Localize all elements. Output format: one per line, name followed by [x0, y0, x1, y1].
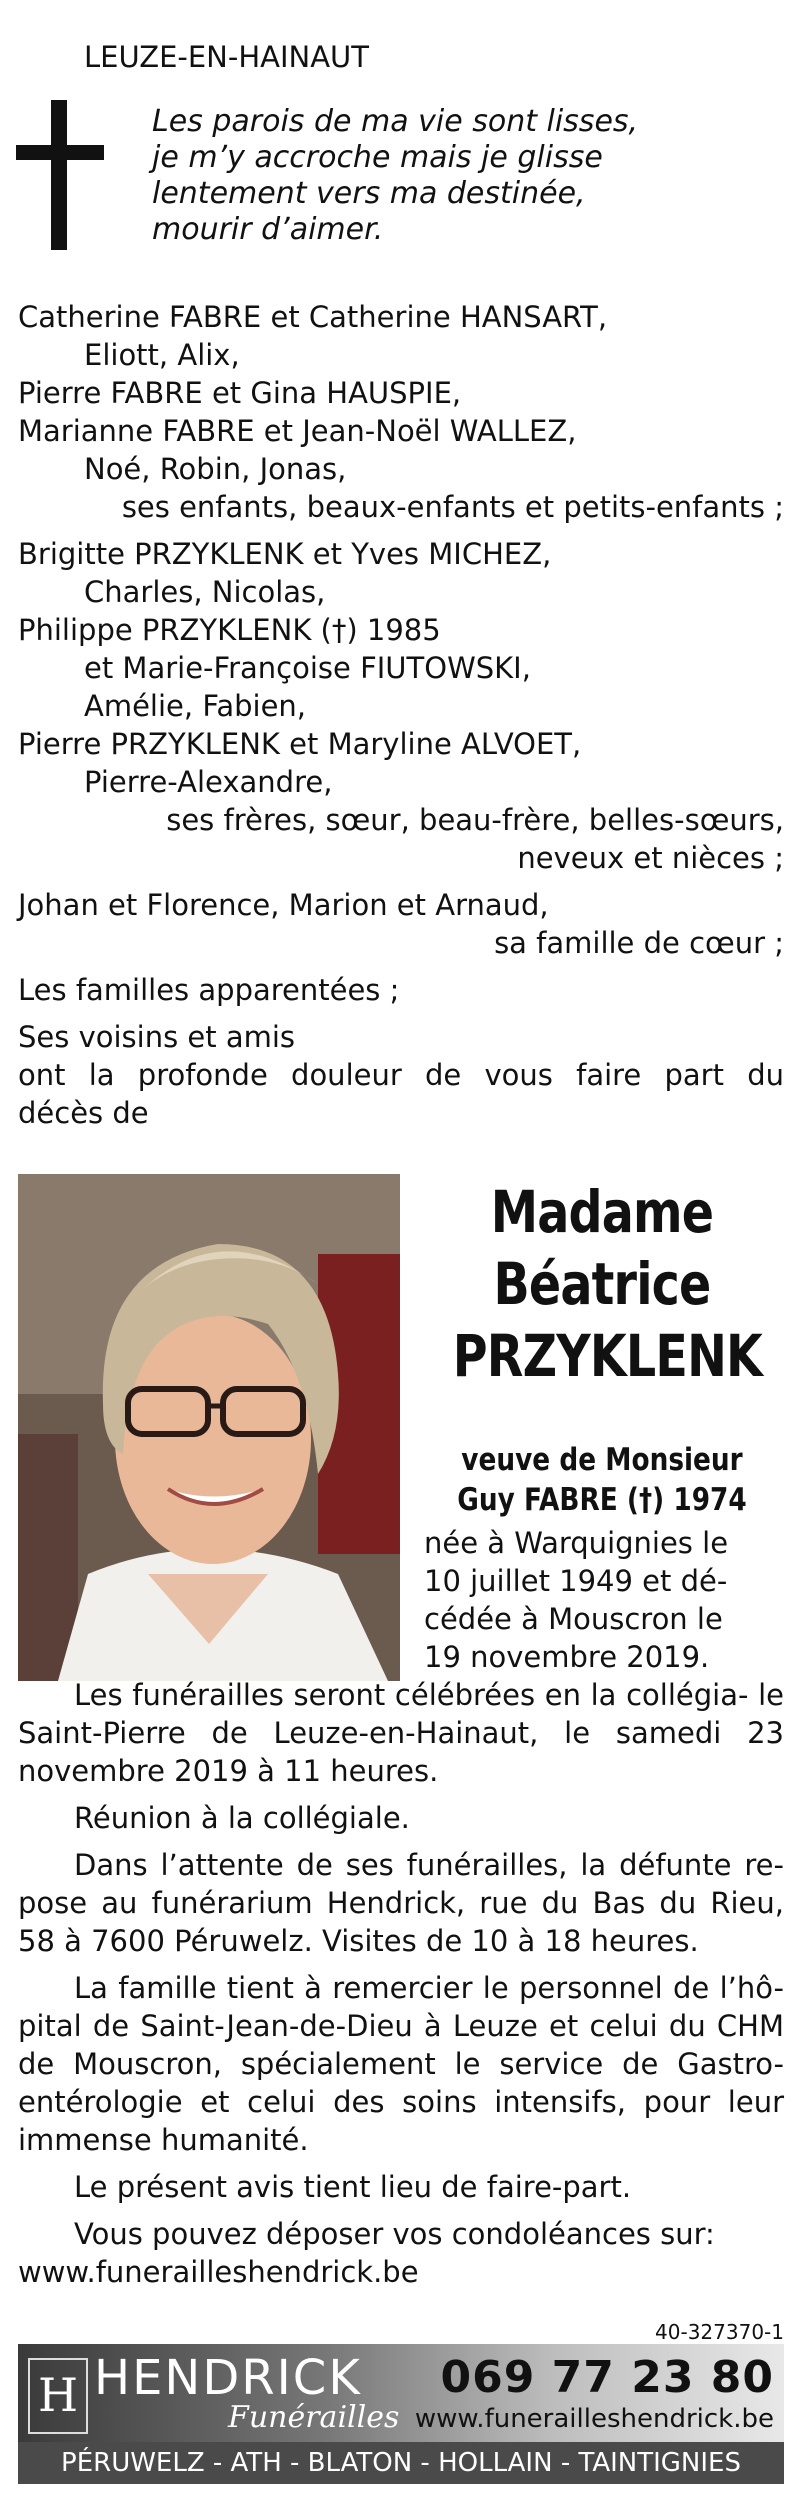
family-line: Les familles apparentées ;	[18, 973, 400, 1007]
born-line: 10 juillet 1949 et dé-	[424, 1564, 728, 1598]
cross-icon	[16, 100, 104, 250]
family-list	[18, 298, 784, 1132]
paragraph: Vous pouvez déposer vos condoléances sur:	[74, 2217, 715, 2251]
title-line: Béatrice	[493, 1250, 711, 1318]
birth-death-note	[424, 1524, 784, 1676]
family-line: Noé, Robin, Jonas,	[84, 452, 347, 486]
announce-line: ont la profonde douleur de vous faire part du	[18, 1058, 784, 1092]
city-heading: LEUZE-EN-HAINAUT	[84, 40, 370, 74]
phone-number: 069 77 23 80	[440, 2352, 774, 2403]
paragraph: Les funérailles seront célébrées en la collégia- le Saint-Pierre de Leuze-en-Hainaut, le samedi 23 novembre 2019 à 11 heures.	[18, 1678, 784, 1788]
family-line: Ses voisins et amis	[18, 1020, 296, 1054]
family-line: Pierre PRZYKLENK et Maryline ALVOET,	[18, 727, 582, 761]
family-line: sa famille de cœur ;	[494, 926, 784, 960]
family-line: Pierre FABRE et Gina HAUSPIE,	[18, 376, 462, 410]
born-line: cédée à Mouscron le	[424, 1602, 723, 1636]
family-line: ses enfants, beaux-enfants et petits-enfants ;	[121, 490, 784, 524]
cities-strip: PÉRUWELZ - ATH - BLATON - HOLLAIN - TAINTIGNIES	[61, 2448, 741, 2478]
hendrick-logo: H	[28, 2358, 88, 2434]
poem	[152, 104, 638, 248]
family-line: Brigitte PRZYKLENK et Yves MICHEZ,	[18, 537, 552, 571]
website-link[interactable]: www.funerailleshendrick.be	[414, 2404, 774, 2434]
family-line: Philippe PRZYKLENK (†) 1985	[18, 613, 441, 647]
portrait-photo	[18, 1174, 400, 1681]
paragraph: Réunion à la collégiale.	[74, 1801, 410, 1835]
funeral-details	[18, 1676, 784, 2291]
family-line: Eliott, Alix,	[84, 338, 240, 372]
born-line: née à Warquignies le	[424, 1526, 729, 1560]
poem-line: mourir d’aimer.	[152, 212, 384, 247]
poem-line: je m’y accroche mais je glisse	[152, 140, 603, 175]
widow-line: veuve de Monsieur	[461, 1442, 743, 1478]
family-line: neveux et nièces ;	[517, 841, 784, 875]
paragraph: Dans l’attente de ses funérailles, la défunte re- pose au funérarium Hendrick, rue du Bas du Rieu, 58 à 7600 Péruwelz. Visites de 10 à 18 heures.	[18, 1848, 784, 1958]
widow-note	[420, 1440, 784, 1520]
family-line: Marianne FABRE et Jean-Noël WALLEZ,	[18, 414, 577, 448]
family-line: et Marie-Françoise FIUTOWSKI,	[84, 651, 531, 685]
family-line: Amélie, Fabien,	[84, 689, 307, 723]
title-line: Madame	[490, 1178, 714, 1246]
family-line: Johan et Florence, Marion et Arnaud,	[18, 888, 549, 922]
family-line: Charles, Nicolas,	[84, 575, 326, 609]
title-line: PRZYKLENK	[452, 1322, 763, 1390]
poem-line: Les parois de ma vie sont lisses,	[152, 104, 639, 139]
family-line: Pierre-Alexandre,	[84, 765, 333, 799]
condolence-link[interactable]: www.funerailleshendrick.be	[18, 2255, 419, 2289]
deceased-title	[420, 1176, 784, 1392]
paragraph: La famille tient à remercier le personnel de l’hô- pital de Saint-Jean-de-Dieu à Leuze et celui du CHM de Mouscron, spécialement le service de Gastro- entérologie et celui des soins intensifs, pour leur immense humanité.	[18, 1971, 784, 2157]
family-line: ses frères, sœur, beau-frère, belles-sœurs,	[166, 803, 784, 837]
brand-tagline: Funérailles	[228, 2400, 400, 2435]
family-line: Catherine FABRE et Catherine HANSART,	[18, 300, 608, 334]
widow-line: Guy FABRE (†) 1974	[457, 1482, 747, 1518]
reference-number: 40-327370-1	[655, 2320, 784, 2344]
paragraph: Le présent avis tient lieu de faire-part.	[74, 2170, 632, 2204]
brand-name: HENDRICK	[94, 2350, 362, 2406]
announce-line: décès de	[18, 1096, 149, 1130]
poem-line: lentement vers ma destinée,	[152, 176, 586, 211]
funeral-home-banner	[18, 2344, 784, 2484]
born-line: 19 novembre 2019.	[424, 1640, 710, 1674]
